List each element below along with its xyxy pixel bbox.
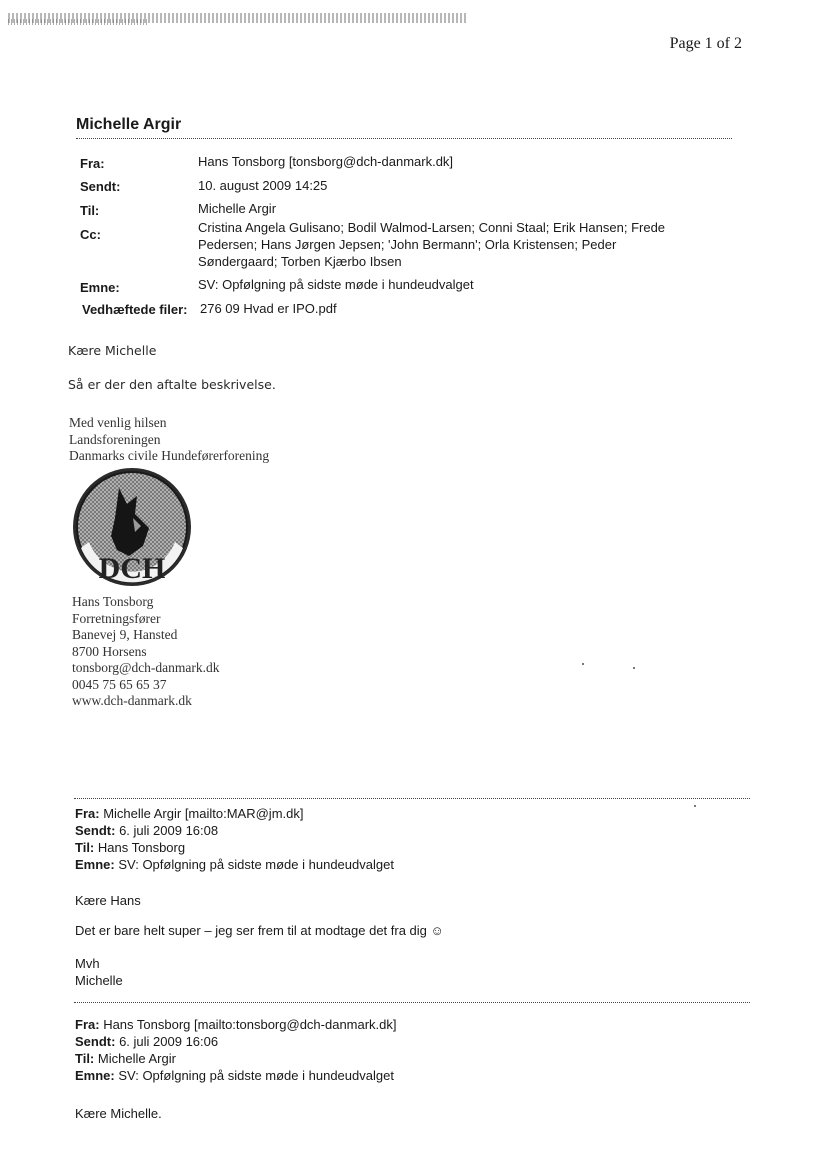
signature-closing bbox=[69, 415, 269, 465]
signature-closing-line: Landsforeningen bbox=[69, 431, 161, 447]
from-value: Hans Tonsborg [tonsborg@dch-danmark.dk] bbox=[198, 154, 454, 169]
reply-1-body: Det er bare helt super – jeg ser frem til at modtage det fra dig ☺ bbox=[75, 923, 444, 938]
attachment-link[interactable]: 276 09 Hvad er IPO.pdf bbox=[200, 301, 337, 316]
message-greeting: Kære Michelle bbox=[68, 343, 157, 358]
reply-2-to-label: Til: bbox=[75, 1051, 95, 1066]
page-number: Page 1 of 2 bbox=[669, 35, 742, 52]
title-divider bbox=[76, 138, 732, 139]
reply-1-to bbox=[75, 839, 394, 856]
scan-speck bbox=[694, 805, 696, 807]
cc-line-3: Søndergaard; Torben Kjærbo Ibsen bbox=[198, 254, 402, 269]
reply-2-subject bbox=[75, 1067, 397, 1084]
subject-label: Emne: bbox=[80, 280, 120, 295]
contact-name: Hans Tonsborg bbox=[72, 594, 154, 609]
reply-1-greeting: Kære Hans bbox=[75, 893, 141, 908]
reply-1-closing-line: Michelle bbox=[75, 973, 123, 988]
to-label: Til: bbox=[80, 203, 100, 218]
reply-1-closing-line: Mvh bbox=[75, 956, 100, 971]
reply-1-sent-value: 6. juli 2009 16:08 bbox=[119, 823, 219, 838]
reply-1-header bbox=[75, 805, 394, 873]
reply-2-sent bbox=[75, 1033, 397, 1050]
reply-1-sent bbox=[75, 822, 394, 839]
reply-1-closing bbox=[75, 955, 123, 989]
scan-speck bbox=[582, 663, 584, 665]
message-line: Så er der den aftalte beskrivelse. bbox=[68, 377, 276, 392]
reply-2-from-value: Hans Tonsborg [mailto:tonsborg@dch-danmark.dk] bbox=[103, 1017, 397, 1032]
contact-email-link[interactable]: tonsborg@dch-danmark.dk bbox=[72, 660, 220, 675]
reply-2-greeting: Kære Michelle. bbox=[75, 1106, 162, 1121]
reply-2-subject-value: SV: Opfølgning på sidste møde i hundeudvalget bbox=[118, 1068, 394, 1083]
to-value: Michelle Argir bbox=[198, 201, 277, 216]
reply-1-from-label: Fra: bbox=[75, 806, 100, 821]
scan-artifact bbox=[8, 19, 148, 25]
contact-address: Banevej 9, Hansted bbox=[72, 627, 178, 642]
reply-1-sent-label: Sendt: bbox=[75, 823, 116, 838]
reply-divider bbox=[74, 798, 750, 799]
sent-label: Sendt: bbox=[80, 179, 121, 194]
from-label: Fra: bbox=[80, 156, 105, 171]
reply-1-to-label: Til: bbox=[75, 840, 95, 855]
attachments-label: Vedhæftede filer: bbox=[82, 302, 188, 317]
reply-1-subject-value: SV: Opfølgning på sidste møde i hundeudvalget bbox=[118, 857, 394, 872]
cc-line-1: Cristina Angela Gulisano; Bodil Walmod-Larsen; Conni Staal; Erik Hansen; Frede bbox=[198, 220, 666, 235]
contact-website-link[interactable]: www.dch-danmark.dk bbox=[72, 693, 192, 708]
scan-speck bbox=[633, 667, 635, 669]
cc-line-2: Pedersen; Hans Jørgen Jepsen; 'John Bermann'; Orla Kristensen; Peder bbox=[198, 237, 617, 252]
signature-contact bbox=[72, 594, 220, 710]
reply-2-header bbox=[75, 1016, 397, 1084]
contact-phone: 0045 75 65 65 37 bbox=[72, 676, 167, 692]
reply-2-to bbox=[75, 1050, 397, 1067]
sent-value: 10. august 2009 14:25 bbox=[198, 178, 328, 193]
cc-label: Cc: bbox=[80, 227, 101, 242]
reply-1-from bbox=[75, 805, 394, 822]
subject-value: SV: Opfølgning på sidste møde i hundeudvalget bbox=[198, 277, 474, 292]
signature-closing-line: Med venlig hilsen bbox=[69, 415, 167, 430]
dch-logo-lettering: DCH bbox=[98, 552, 166, 585]
reply-divider bbox=[74, 1002, 750, 1003]
reply-1-to-value: Hans Tonsborg bbox=[97, 840, 186, 855]
reply-1-subject-label: Emne: bbox=[75, 857, 115, 872]
contact-city: 8700 Horsens bbox=[72, 643, 147, 659]
reply-2-from bbox=[75, 1016, 397, 1033]
dch-logo bbox=[71, 466, 193, 588]
reply-2-from-label: Fra: bbox=[75, 1017, 100, 1032]
dch-logo-graphic bbox=[71, 466, 193, 588]
reply-1-from-value: Michelle Argir [mailto:MAR@jm.dk] bbox=[103, 806, 304, 821]
reply-2-sent-value: 6. juli 2009 16:06 bbox=[119, 1034, 219, 1049]
reply-2-sent-label: Sendt: bbox=[75, 1034, 116, 1049]
reply-1-subject bbox=[75, 856, 394, 873]
contact-role: Forretningsfører bbox=[72, 610, 161, 626]
reply-2-subject-label: Emne: bbox=[75, 1068, 115, 1083]
signature-closing-line: Danmarks civile Hundeførerforening bbox=[69, 448, 270, 463]
page-title: Michelle Argir bbox=[76, 116, 182, 133]
reply-2-to-value: Michelle Argir bbox=[97, 1051, 176, 1066]
